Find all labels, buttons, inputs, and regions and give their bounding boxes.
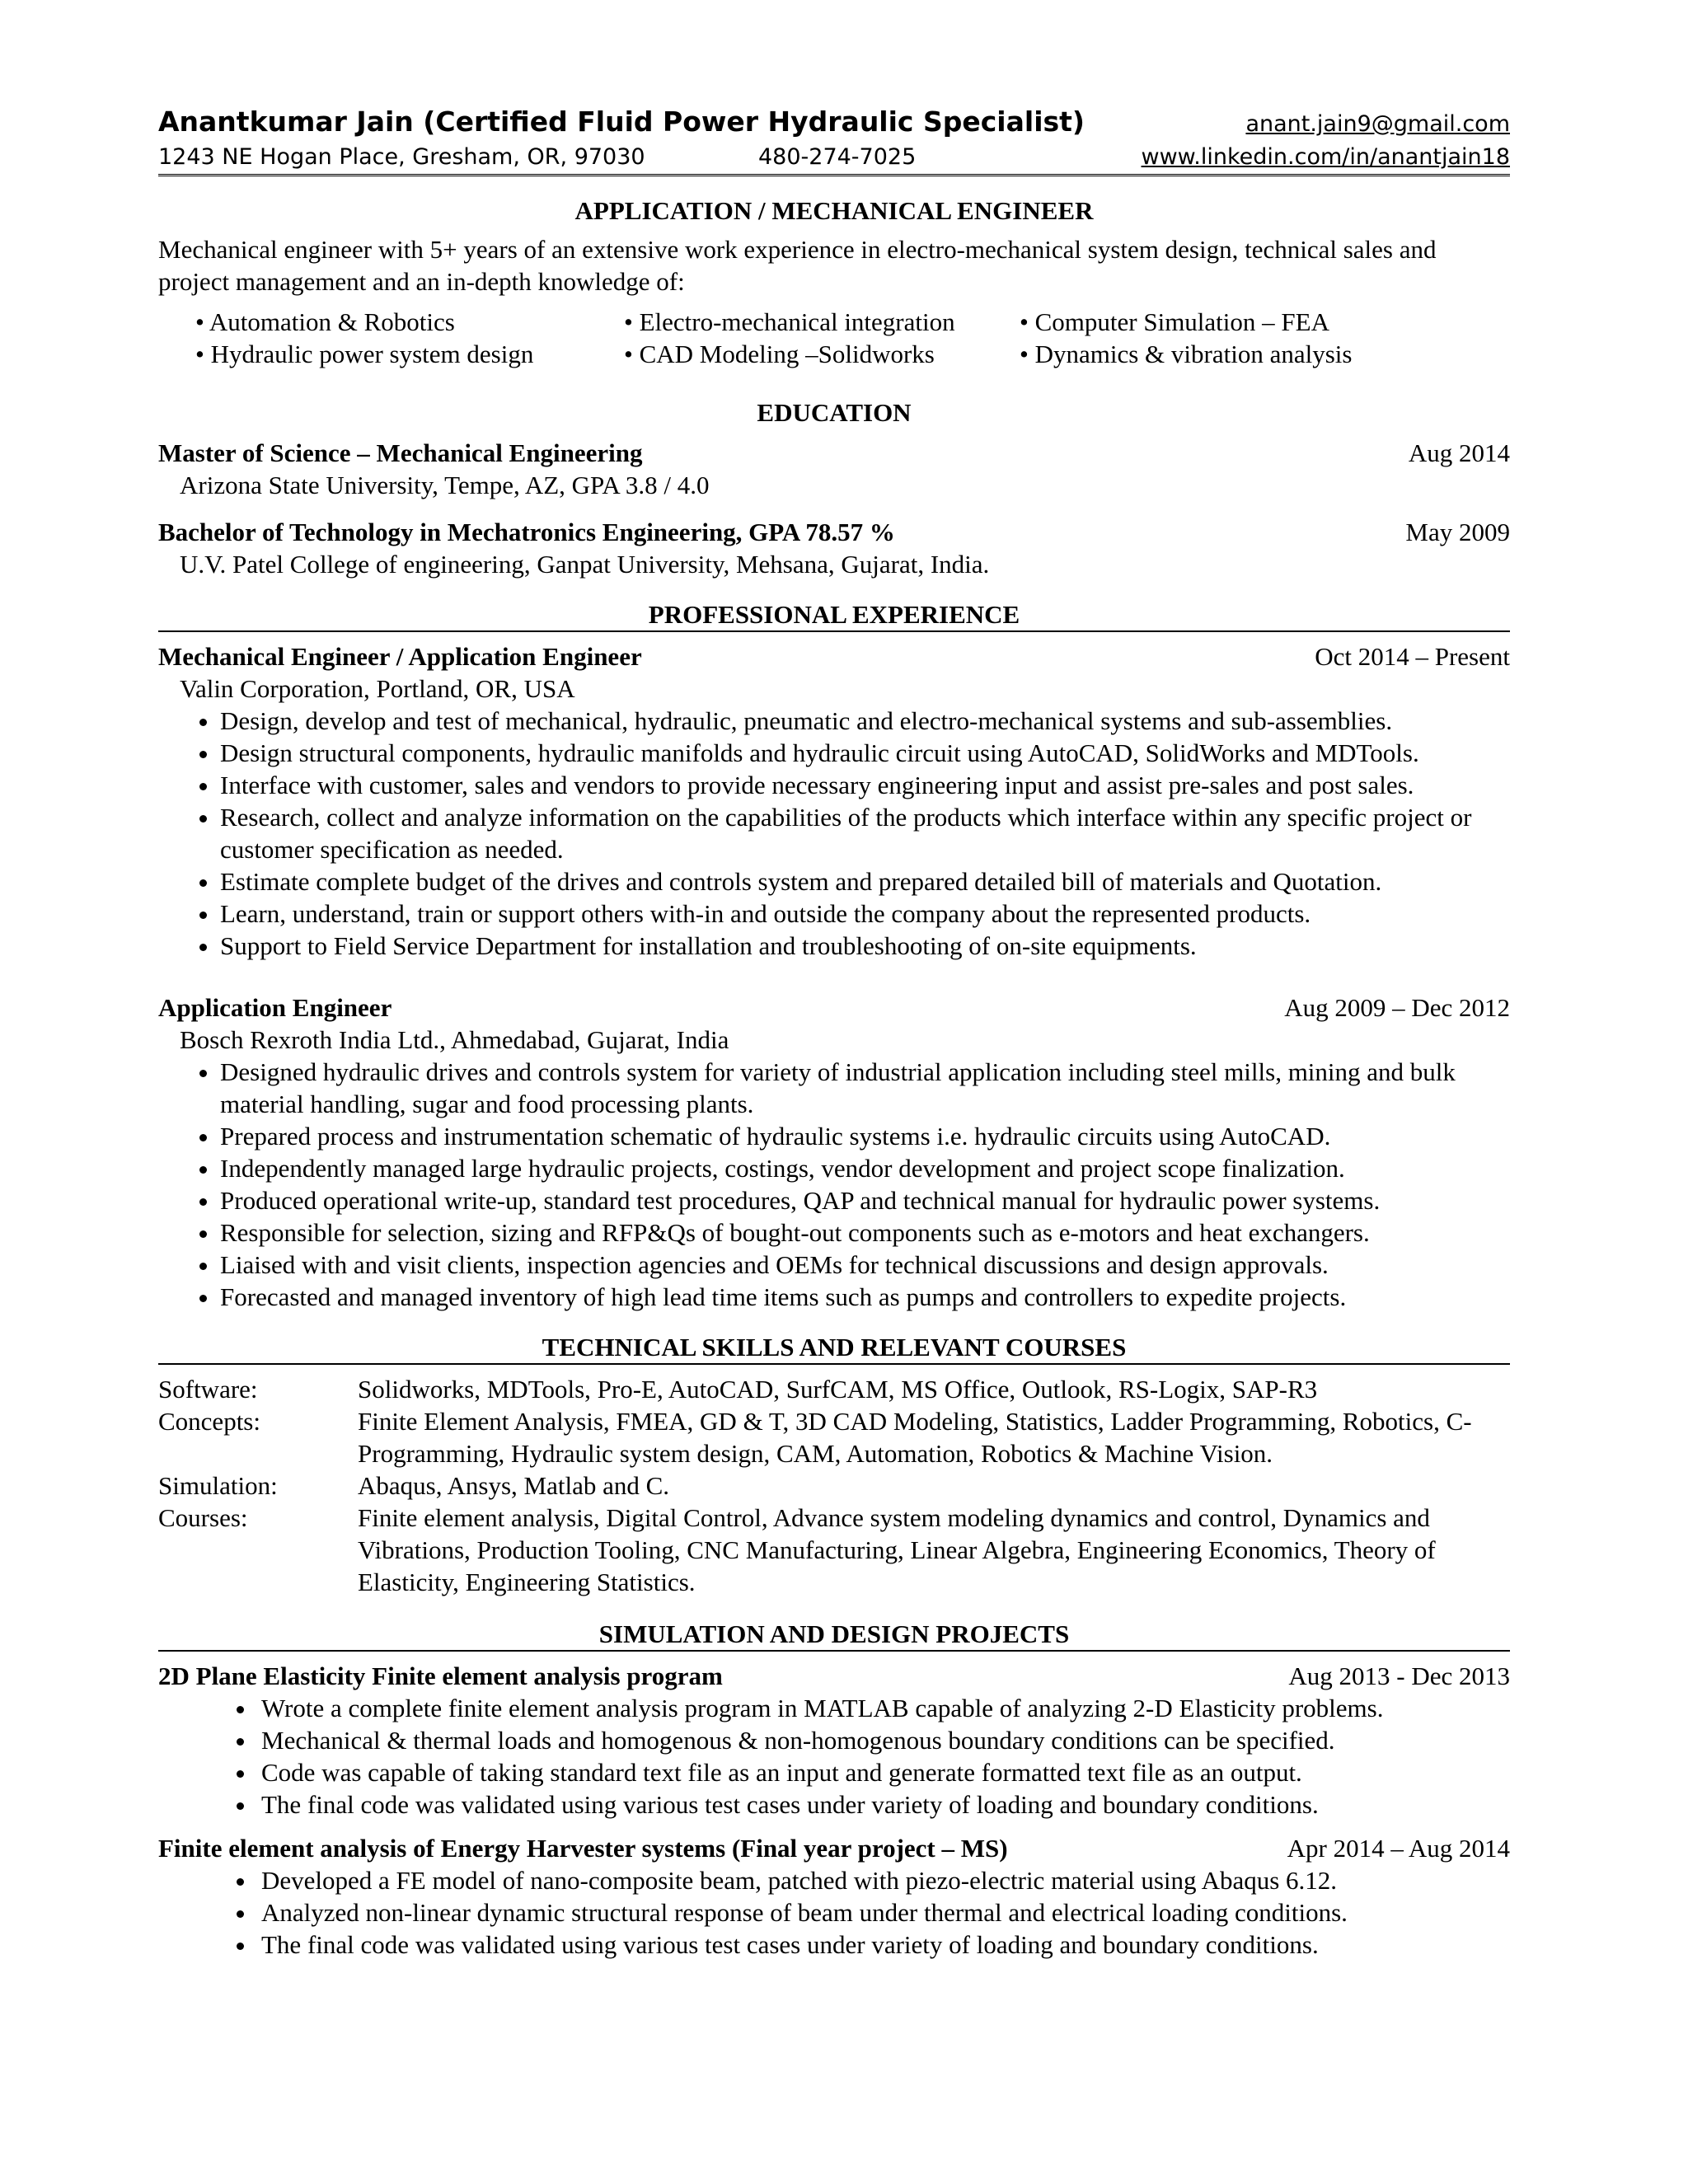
list-item: • Research, collect and analyze information on the capabilities of the products which interface within any specific project or customer specification as needed. — [220, 801, 1510, 865]
technical-skills — [158, 1373, 1510, 1598]
job-dates: Oct 2014 – Present — [1315, 642, 1510, 671]
name-row — [158, 105, 1510, 140]
key-skill: • Dynamics & vibration analysis — [1020, 340, 1353, 368]
key-skill: • CAD Modeling –Solidworks — [624, 340, 935, 368]
project-entry — [158, 1660, 1510, 1821]
list-item: • Responsible for selection, sizing and RFP&Qs of bought-out components such as e-motors and heat exchangers. — [220, 1216, 1510, 1249]
email-link[interactable]: anant.jain9@gmail.com — [1245, 111, 1510, 137]
job-role: Mechanical Engineer / Application Engineer — [158, 642, 642, 671]
list-item: • Prepared process and instrumentation schematic of hydraulic systems i.e. hydraulic circuits using AutoCAD. — [220, 1120, 1510, 1152]
job-bullets — [158, 705, 1510, 962]
project-bullets — [158, 1864, 1510, 1961]
school: U.V. Patel College of engineering, Ganpat University, Mehsana, Gujarat, India. — [180, 550, 990, 579]
skill-label: Concepts: — [158, 1407, 260, 1436]
skill-label: Courses: — [158, 1503, 248, 1532]
key-skill: • Automation & Robotics — [195, 307, 455, 336]
list-item: • The final code was validated using various test cases under variety of loading and boundary conditions. — [257, 1788, 1510, 1821]
degree: Master of Science – Mechanical Engineering — [158, 438, 643, 467]
job-role: Application Engineer — [158, 993, 392, 1022]
key-skill: • Computer Simulation – FEA — [1020, 307, 1329, 336]
education-item — [158, 516, 1510, 580]
job-row — [158, 991, 1510, 1024]
key-skill: • Electro-mechanical integration — [624, 307, 955, 336]
school: Arizona State University, Tempe, AZ, GPA 3.8 / 4.0 — [180, 471, 710, 499]
list-item: • Developed a FE model of nano-composite beam, patched with piezo-electric material using Abaqus 6.12. — [257, 1864, 1510, 1896]
key-skill: • Hydraulic power system design — [195, 340, 534, 368]
job-company: Bosch Rexroth India Ltd., Ahmedabad, Gujarat, India — [180, 1025, 729, 1054]
list-item: • Mechanical & thermal loads and homogenous & non-homogenous boundary conditions can be specified. — [257, 1724, 1510, 1756]
resume-page — [158, 105, 1510, 1961]
project-name: 2D Plane Elasticity Finite element analysis program — [158, 1661, 723, 1690]
key-skills — [195, 306, 1510, 370]
list-item: • Forecasted and managed inventory of high lead time items such as pumps and controllers to expedite projects. — [220, 1281, 1510, 1313]
skill-label: Software: — [158, 1375, 258, 1404]
project-row — [158, 1660, 1510, 1692]
project-entry — [158, 1832, 1510, 1961]
project-dates: Aug 2013 - Dec 2013 — [1288, 1661, 1510, 1690]
job-entry — [158, 991, 1510, 1313]
job-dates: Aug 2009 – Dec 2012 — [1284, 993, 1510, 1022]
list-item: • Independently managed large hydraulic projects, costings, vendor development and project scope finalization. — [220, 1152, 1510, 1184]
education-row — [158, 437, 1510, 469]
job-entry — [158, 640, 1510, 962]
list-item: • Wrote a complete finite element analysis program in MATLAB capable of analyzing 2-D Elasticity problems. — [257, 1692, 1510, 1724]
education-title: EDUCATION — [757, 398, 912, 427]
experience-title: PROFESSIONAL EXPERIENCE — [158, 598, 1510, 632]
project-bullets — [158, 1692, 1510, 1821]
list-item: • Estimate complete budget of the drives and controls system and prepared detailed bill of materials and Quotation. — [220, 865, 1510, 898]
education-item — [158, 437, 1510, 501]
list-item: • The final code was validated using various test cases under variety of loading and boundary conditions. — [257, 1929, 1510, 1961]
skill-value: Finite element analysis, Digital Control, Advance system modeling dynamics and control, Dynamics and Vibrations, Production Tooling, CNC Manufacturing, Linear Algebra, Engineering Economics, Theory of Elasticity, Engineering Statistics. — [358, 1503, 1436, 1596]
education-row — [158, 516, 1510, 548]
job-bullets — [158, 1056, 1510, 1313]
list-item: • Code was capable of taking standard text file as an input and generate formatted text file as an output. — [257, 1756, 1510, 1788]
contact-row — [158, 143, 1510, 176]
skill-label: Simulation: — [158, 1471, 278, 1500]
list-item: • Interface with customer, sales and vendors to provide necessary engineering input and assist pre-sales and post sales. — [220, 769, 1510, 801]
list-item: • Produced operational write-up, standard test procedures, QAP and technical manual for hydraulic power systems. — [220, 1184, 1510, 1216]
degree-date: May 2009 — [1405, 518, 1510, 546]
job-company: Valin Corporation, Portland, OR, USA — [180, 674, 575, 703]
list-item: • Learn, understand, train or support others with-in and outside the company about the represented products. — [220, 898, 1510, 930]
project-name: Finite element analysis of Energy Harvester systems (Final year project – MS) — [158, 1834, 1008, 1863]
linkedin-link[interactable]: www.linkedin.com/in/anantjain18 — [1141, 144, 1510, 170]
job-row — [158, 640, 1510, 673]
list-item: • Support to Field Service Department for installation and troubleshooting of on-site equipments. — [220, 930, 1510, 962]
project-row — [158, 1832, 1510, 1864]
list-item: • Design structural components, hydraulic manifolds and hydraulic circuit using AutoCAD, SolidWorks and MDTools. — [220, 737, 1510, 769]
phone: 480-274-7025 — [758, 144, 917, 170]
degree-date: Aug 2014 — [1408, 438, 1510, 467]
skill-value: Solidworks, MDTools, Pro-E, AutoCAD, SurfCAM, MS Office, Outlook, RS-Logix, SAP-R3 — [358, 1375, 1318, 1404]
candidate-name: Anantkumar Jain (Certified Fluid Power Hydraulic Specialist) — [158, 105, 1085, 138]
project-dates: Apr 2014 – Aug 2014 — [1287, 1834, 1510, 1863]
list-item: • Design, develop and test of mechanical, hydraulic, pneumatic and electro-mechanical systems and sub-assemblies. — [220, 705, 1510, 737]
list-item: • Analyzed non-linear dynamic structural response of beam under thermal and electrical loading conditions. — [257, 1896, 1510, 1929]
objective-title: APPLICATION / MECHANICAL ENGINEER — [574, 196, 1094, 225]
technical-title: TECHNICAL SKILLS AND RELEVANT COURSES — [158, 1331, 1510, 1365]
list-item: • Liaised with and visit clients, inspection agencies and OEMs for technical discussions and design approvals. — [220, 1249, 1510, 1281]
summary-text: Mechanical engineer with 5+ years of an extensive work experience in electro-mechanical system design, technical sales and project management and an in-depth knowledge of: — [158, 235, 1437, 296]
address: 1243 NE Hogan Place, Gresham, OR, 97030 — [158, 144, 645, 170]
skill-value: Abaqus, Ansys, Matlab and C. — [358, 1471, 670, 1500]
resume-header — [158, 105, 1510, 176]
projects-title: SIMULATION AND DESIGN PROJECTS — [158, 1618, 1510, 1652]
list-item: • Designed hydraulic drives and controls system for variety of industrial application including steel mills, mining and bulk material handling, sugar and food processing plants. — [220, 1056, 1510, 1120]
skill-value: Finite Element Analysis, FMEA, GD & T, 3D CAD Modeling, Statistics, Ladder Programming, Robotics, C-Programming, Hydraulic system design, CAM, Automation, Robotics & Machine Vision. — [358, 1407, 1472, 1468]
degree: Bachelor of Technology in Mechatronics Engineering, GPA 78.57 % — [158, 518, 895, 546]
